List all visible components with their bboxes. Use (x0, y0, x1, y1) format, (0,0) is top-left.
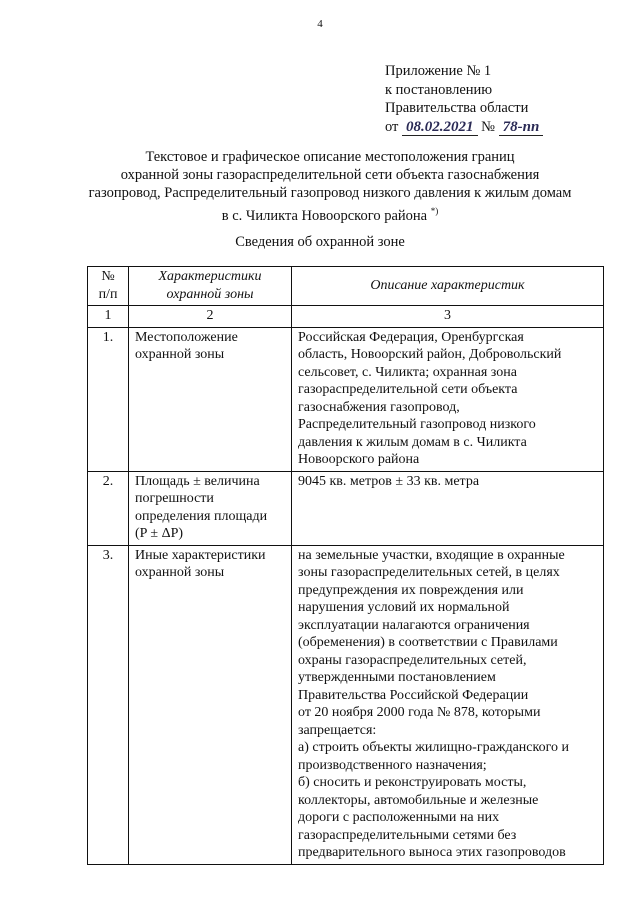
handwritten-date: 08.02.2021 (402, 119, 478, 136)
cell-line: сельсовет, с. Чиликта; охранная зона (298, 364, 517, 380)
cell-line: охранной зоны (135, 347, 225, 362)
appendix-line-government: Правительства области (385, 100, 529, 116)
cell-line: а) строить объекты жилищно-гражданского и (298, 740, 569, 755)
cell-line: на земельные участки, входящие в охранные (298, 547, 565, 563)
title-line-3: газопровод, Распределительный газопровод низкого давления к жилым домам (88, 185, 572, 201)
row-characteristic (129, 471, 292, 545)
header-num-line-1: № (101, 269, 115, 284)
title-line-1: Текстовое и графическое описание местоположения границ (145, 149, 515, 165)
cell-line: (обременения) в соответствии с Правилами (298, 635, 558, 650)
appendix-title: Приложение № 1 (385, 63, 492, 79)
row-characteristic (129, 545, 292, 864)
cell-line: область, Новоорский район, Добровольский (298, 347, 562, 362)
cell-line: коллекторы, автомобильные и железные (298, 792, 539, 808)
footnote-mark: *) (430, 206, 439, 216)
header-characteristics (129, 267, 292, 306)
document-title (60, 148, 600, 225)
row-number: 2. (88, 471, 129, 545)
cell-line: давления к жилым домам в с. Чиликта (298, 434, 527, 450)
header-description: Описание характеристик (292, 267, 604, 306)
appendix-line-resolution: к постановлению (385, 81, 493, 98)
table-row (88, 327, 604, 471)
row-description (292, 471, 604, 545)
cell-line: б) сносить и реконструировать мосты, (298, 775, 527, 790)
cell-line: производственного назначения; (298, 757, 487, 773)
cell-line: зоны газораспределительных сетей, в целях (298, 565, 560, 580)
table-header-row (88, 267, 604, 306)
cell-line: Распределительный газопровод низкого (298, 417, 536, 432)
cell-line: Российская Федерация, Оренбургская (298, 329, 524, 345)
appendix-date-line (385, 118, 543, 137)
column-number: 1 (88, 306, 129, 328)
header-char-line-1: Характеристики (158, 269, 262, 284)
section-subtitle: Сведения об охранной зоне (235, 234, 405, 250)
row-description (292, 545, 604, 864)
cell-line: эксплуатации налагаются ограничения (298, 617, 530, 633)
cell-line: 9045 кв. метров ± 33 кв. метра (298, 473, 480, 489)
title-line-4 (60, 202, 600, 225)
row-number: 1. (88, 327, 129, 471)
header-num (88, 267, 129, 306)
cell-line: газоснабжения газопровод, (298, 399, 460, 415)
title-line-4-text: в с. Чиликта Новоорского района (221, 207, 428, 224)
appendix-block (385, 62, 543, 136)
cell-line: предварительного выноса этих газопроводов (298, 845, 566, 860)
cell-line: предупреждения их повреждения или (298, 582, 524, 598)
cell-line: определения площади (135, 508, 268, 524)
table-row (88, 545, 604, 864)
row-number: 3. (88, 545, 129, 864)
column-number-row (88, 306, 604, 328)
cell-line: (P ± ΔP) (135, 526, 184, 541)
column-number: 2 (129, 306, 292, 328)
cell-line: погрешности (135, 491, 214, 506)
protection-zone-table (87, 266, 604, 865)
cell-line: охраны газораспределительных сетей, (298, 652, 527, 668)
cell-line: нарушения условий их нормальной (298, 600, 510, 615)
cell-line: охранной зоны (135, 565, 225, 580)
cell-line: запрещается: (298, 722, 377, 738)
cell-line: от 20 ноября 2000 года № 878, которыми (298, 705, 541, 720)
cell-line: дороги с расположенными на них (298, 810, 500, 825)
cell-line: утвержденными постановлением (298, 670, 496, 685)
table-row (88, 471, 604, 545)
handwritten-number: 78-пп (499, 119, 544, 136)
column-number: 3 (292, 306, 604, 328)
header-char-line-2: охранной зоны (166, 286, 254, 302)
header-num-line-2: п/п (98, 286, 118, 302)
cell-line: Иные характеристики (135, 547, 266, 563)
title-line-2: охранной зоны газораспределительной сети объекта газоснабжения (120, 167, 540, 183)
cell-line: Правительства Российской Федерации (298, 687, 529, 703)
row-description (292, 327, 604, 471)
cell-line: газораспределительными сетями без (298, 827, 517, 843)
number-sign: № (481, 118, 495, 135)
page-number: 4 (317, 18, 323, 30)
cell-line: Новоорского района (298, 452, 420, 467)
date-prefix: от (385, 118, 399, 135)
cell-line: Площадь ± величина (135, 473, 260, 489)
cell-line: газораспределительной сети объекта (298, 382, 518, 397)
row-characteristic (129, 327, 292, 471)
cell-line: Местоположение (135, 329, 238, 345)
